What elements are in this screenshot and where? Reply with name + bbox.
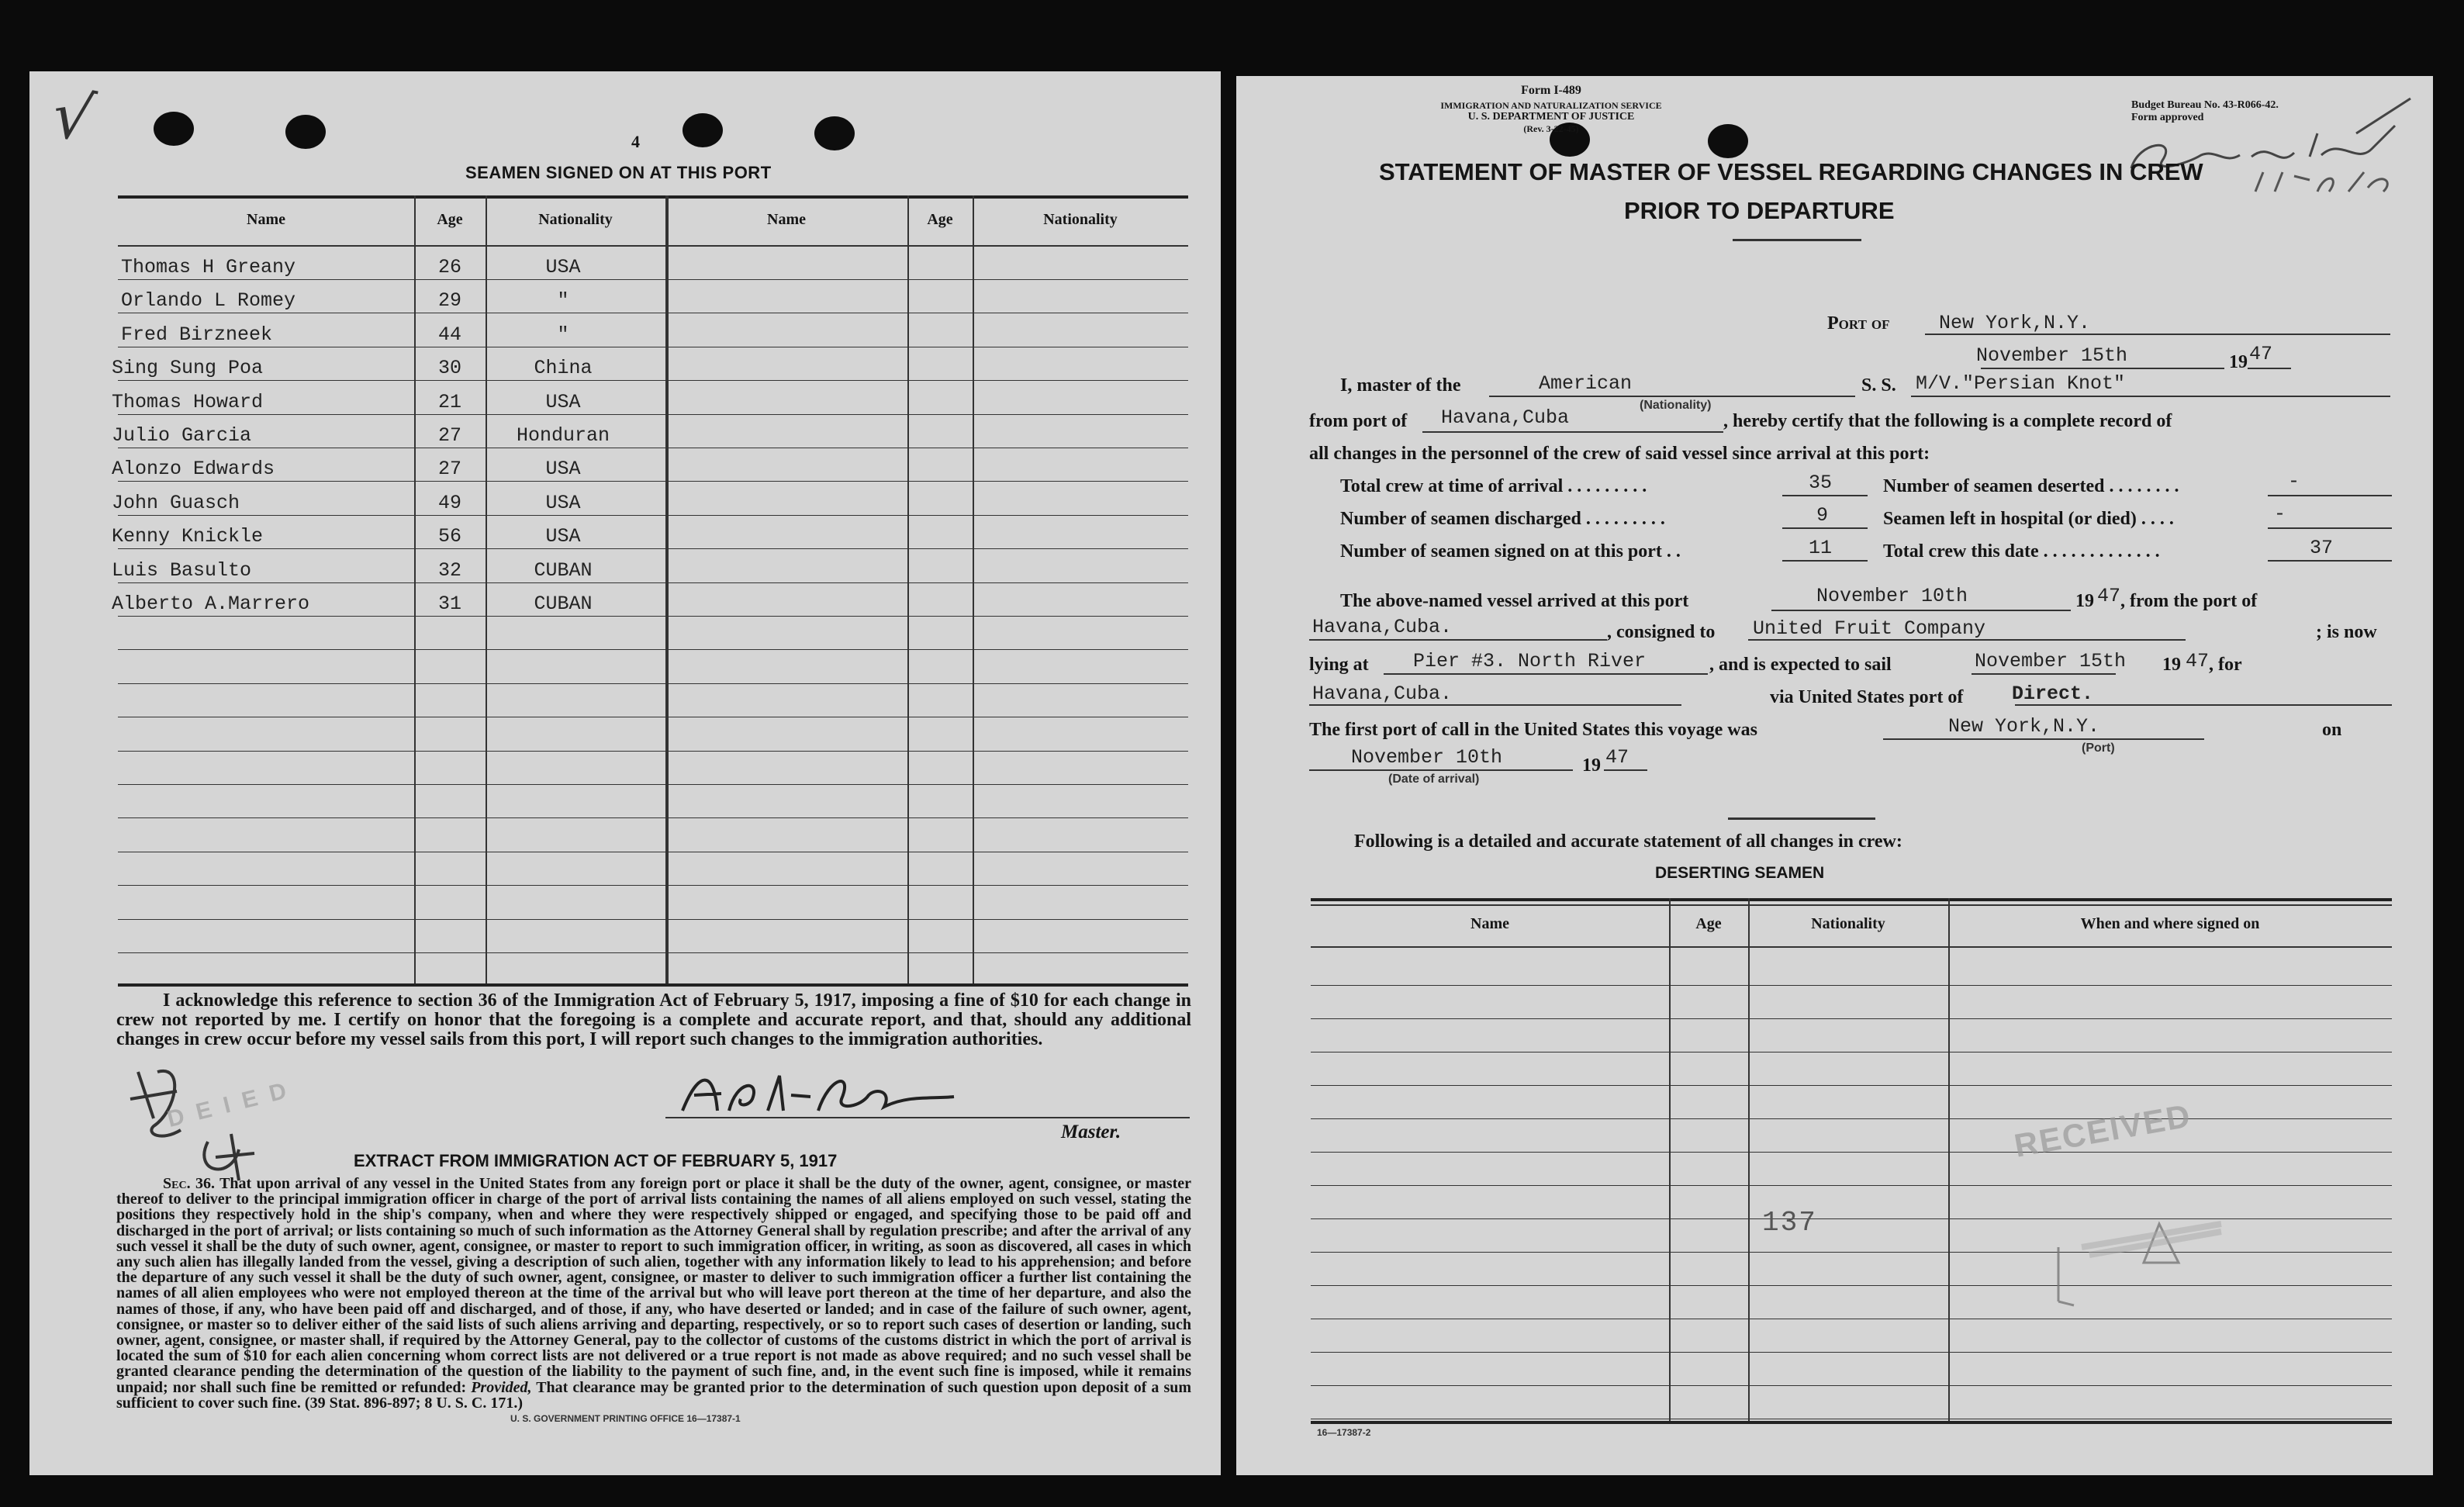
from-port-of-label: , from the port of: [2120, 591, 2258, 611]
table-row: [118, 256, 665, 284]
extract-title: EXTRACT FROM IMMIGRATION ACT OF FEBRUARY 5, 1917: [354, 1151, 838, 1170]
seaman-nationality: USA: [545, 458, 581, 480]
table-note: 137: [1762, 1207, 1817, 1239]
table-rule: [1311, 1385, 2392, 1386]
extract-lead: Sec. 36.: [163, 1175, 215, 1192]
seaman-age: 26: [437, 256, 461, 278]
deserting-title: DESERTING SEAMEN: [1655, 864, 1825, 882]
table-row: [112, 424, 665, 452]
received-stamp: RECEIVED: [2011, 1097, 2194, 1164]
hospital-value: -: [2274, 503, 2286, 525]
seaman-nationality: ": [557, 323, 569, 346]
col-header-name: Name: [767, 211, 806, 228]
seaman-nationality: CUBAN: [534, 593, 593, 615]
seaman-age: 49: [437, 492, 461, 514]
left-page: [29, 71, 1221, 1475]
extract-proviso-word: Provided,: [471, 1378, 532, 1396]
table-row: [112, 593, 665, 620]
table-rule: [1311, 1018, 2392, 1019]
seaman-name: Kenny Knickle: [112, 525, 264, 548]
table-rule: [118, 919, 1188, 920]
extract-tail: That clearance may be granted prior to the determination of such question upon deposit of a sum sufficient to cover such fine. (39 Stat. 896-897; 8 U. S. C. 171.): [116, 1378, 1192, 1412]
des-col-header-name: Name: [1470, 915, 1509, 932]
table-row: [112, 357, 665, 385]
punch-hole: [814, 116, 855, 150]
destination: Havana,Cuba.: [1312, 683, 1453, 705]
table-row: [112, 525, 665, 553]
seamen-table: [112, 195, 1188, 983]
table-rule: [1311, 985, 2392, 986]
sail-date: November 15th: [1975, 650, 2127, 672]
deserted-label: Number of seamen deserted . . . . . . . .: [1883, 476, 2179, 496]
seaman-nationality: ": [557, 289, 569, 312]
year-prefix: 19: [2229, 352, 2248, 372]
table-rule: [118, 683, 1188, 684]
port-label: Port of: [1827, 313, 1890, 334]
via-value: Direct.: [2012, 683, 2094, 705]
first-port-value: New York,N.Y.: [1948, 715, 2100, 738]
seaman-nationality: CUBAN: [534, 559, 593, 582]
agency-line2: U. S. DEPARTMENT OF JUSTICE: [1467, 111, 1635, 123]
seaman-age: 44: [437, 323, 461, 346]
table-rule: [118, 817, 1188, 818]
divider: [1728, 817, 1875, 820]
year-value: 47: [2249, 343, 2273, 365]
revision: (Rev. 3-22-45): [1523, 123, 1579, 134]
table-row: [112, 391, 665, 419]
table-rule: [118, 751, 1188, 752]
lying-at-label: lying at: [1309, 655, 1369, 675]
seaman-name: Alberto A.Marrero: [112, 593, 310, 615]
master-of-label: I, master of the: [1340, 375, 1461, 396]
des-col-header-nationality: Nationality: [1811, 915, 1885, 932]
first-port-caption: (Port): [2082, 741, 2115, 755]
following-text: Following is a detailed and accurate statement of all changes in crew:: [1354, 831, 1902, 852]
seaman-name: Julio Garcia: [112, 424, 252, 447]
year-prefix: 19: [2075, 591, 2094, 611]
port-value: New York,N.Y.: [1939, 312, 2091, 334]
col-header-age: Age: [927, 211, 953, 228]
lying-at-value: Pier #3. North River: [1413, 650, 1647, 672]
first-year: 47: [1605, 746, 1629, 769]
form-approved: Form approved: [2131, 112, 2204, 123]
signed-on-label: Number of seamen signed on at this port . .: [1340, 541, 1681, 562]
year-prefix: 19: [2162, 655, 2181, 675]
seaman-nationality: Honduran: [516, 424, 610, 447]
discharged-value: 9: [1816, 504, 1829, 527]
arrived-from: Havana,Cuba.: [1312, 616, 1453, 638]
master-signature-line: [665, 1117, 1190, 1118]
nationality-value: American: [1539, 372, 1633, 395]
certify-text: , hereby certify that the following is a complete record of: [1723, 411, 2172, 431]
date-caption: (Date of arrival): [1388, 773, 1480, 786]
seaman-nationality: USA: [545, 492, 581, 514]
des-col-header-age: Age: [1695, 915, 1722, 932]
punch-hole: [285, 115, 326, 149]
seaman-age: 32: [437, 559, 461, 582]
printer-note: U. S. GOVERNMENT PRINTING OFFICE 16—17387-1: [510, 1413, 741, 1424]
deserted-value: -: [2288, 470, 2300, 493]
signed-on-value: 11: [1809, 537, 1833, 559]
seaman-name: Sing Sung Poa: [112, 357, 264, 379]
year-prefix: 19: [1582, 755, 1601, 776]
form-title-line1: STATEMENT OF MASTER OF VESSEL REGARDING CHANGES IN CREW: [1379, 158, 2203, 185]
table-row: [112, 559, 665, 587]
title-underline: [1733, 239, 1861, 241]
agency-line1: IMMIGRATION AND NATURALIZATION SERVICE: [1440, 100, 1662, 111]
arrived-year: 47: [2097, 585, 2121, 607]
nationality-caption: (Nationality): [1640, 399, 1712, 412]
consigned-label: , consigned to: [1607, 622, 1716, 642]
seaman-age: 27: [437, 424, 461, 447]
punch-hole: [683, 113, 723, 147]
check-mark: √: [47, 78, 100, 157]
seaman-nationality: USA: [545, 525, 581, 548]
seaman-name: Luis Basulto: [112, 559, 252, 582]
stamp-mark: [2043, 1177, 2245, 1317]
seaman-name: Orlando L Romey: [121, 289, 296, 312]
section-title: SEAMEN SIGNED ON AT THIS PORT: [465, 163, 772, 182]
from-port-value: Havana,Cuba: [1441, 406, 1570, 429]
budget-bureau: Budget Bureau No. 43-R066-42.: [2131, 99, 2279, 111]
all-changes-text: all changes in the personnel of the crew of said vessel since arrival at this port:: [1309, 444, 1930, 464]
expected-label: , and is expected to sail: [1709, 655, 1892, 675]
right-page: [1236, 76, 2433, 1475]
form-title-line2: PRIOR TO DEPARTURE: [1624, 197, 1895, 224]
extract-body: [116, 1176, 1191, 1411]
arrived-date: November 10th: [1816, 585, 1968, 607]
ss-label: S. S.: [1861, 375, 1896, 396]
total-crew-value: 35: [1809, 472, 1833, 494]
vessel-name: M/V."Persian Knot": [1916, 372, 2126, 395]
seaman-name: John Guasch: [112, 492, 240, 514]
table-rule: [118, 952, 1188, 953]
table-rule: [1311, 1352, 2392, 1353]
via-label: via United States port of: [1770, 687, 1964, 707]
sail-year: 47: [2186, 650, 2210, 672]
from-port-label: from port of: [1309, 411, 1408, 431]
seaman-nationality: USA: [545, 256, 581, 278]
seaman-age: 56: [437, 525, 461, 548]
table-rule: [1311, 1152, 2392, 1153]
table-rule: [118, 784, 1188, 785]
table-rule: [118, 649, 1188, 650]
deserting-table: [1311, 898, 2392, 1421]
for-label: , for: [2209, 655, 2242, 675]
seaman-nationality: China: [534, 357, 593, 379]
table-row: [118, 289, 665, 317]
total-date-label: Total crew this date . . . . . . . . . . . . .: [1883, 541, 2160, 562]
seaman-age: 31: [437, 593, 461, 615]
extract-text: That upon arrival of any vessel in the United States from any foreign port or place it shall be the duty of the owner, agent, consignee, or master thereof to deliver to the principal immigration officer in charge of the port of arrival lists containing the names of all aliens employed on such vessel, stating the positions they respectively hold in the ship's company, when and where they were respectively shipped or engaged, and specifying those to be paid off and discharged in the port of arrival; or lists containing so much of such information as the Attorney General shall by regulation prescribe; and after the arrival of any such vessel it shall be the duty of such owner, agent, consignee, or master to report to such immigration officer, in writing, as soon as discovered, all cases in which any such alien has illegally landed from the vessel, giving a description of such alien, together with any information likely to lead to his apprehension; and before the departure of any such vessel it shall be the duty of such owner, agent, consignee, or master to deliver to such immigration officer a further list containing the names of all alien employees who were not employed thereon at the time of the arrival but who will leave port thereon at the time of her departure, and also the names of those, if any, who have been paid off and discharged, and of those, if any, who have deserted or landed; and in case of the failure of such owner, agent, consignee, or master so to deliver either of the said lists of such aliens arriving and departing, respectively, or so to report such cases of desertion or landing, such owner, agent, consignee, or master shall, if required by the Attorney General, pay to the collector of customs of the customs district in which the port of arrival is located the sum of $10 for each alien concerning whom correct lists are not delivered or a true report is not made as above required; and no such vessel shall be granted clearance pending the determination of the question of the liability to the payment of such fine, and, in the event such fine is imposed, while it remains unpaid; nor shall such fine be remitted or refunded:: [116, 1175, 1192, 1396]
col-header-nationality: Nationality: [538, 211, 613, 228]
seaman-nationality: USA: [545, 391, 581, 413]
hospital-label: Seamen left in hospital (or died) . . . .: [1883, 509, 2174, 529]
table-row: [112, 492, 665, 520]
acknowledgement-text: I acknowledge this reference to section 36 of the Immigration Act of February 5, 1917, imposing a fine of $10 for each change in crew not reported by me. I certify on honor that the foregoing is a complete and accurate report, and that, should any additional changes in crew occur before my vessel sails from this port, I will report such changes to the immigration authorities.: [116, 990, 1191, 1049]
seaman-name: Thomas H Greany: [121, 256, 296, 278]
table-rule: [1311, 1118, 2392, 1119]
consignee: United Fruit Company: [1753, 617, 1986, 640]
seaman-name: Thomas Howard: [112, 391, 264, 413]
faint-stamp: D E I E D: [164, 1077, 292, 1133]
master-label: Master.: [1061, 1122, 1121, 1142]
table-rule: [118, 885, 1188, 886]
seaman-name: Fred Birzneek: [121, 323, 273, 346]
page-number: 4: [631, 132, 640, 151]
total-date-value: 37: [2310, 537, 2334, 559]
discharged-label: Number of seamen discharged . . . . . . . . .: [1340, 509, 1665, 529]
printer-note: 16—17387-2: [1317, 1427, 1371, 1438]
first-port-label: The first port of call in the United States this voyage was: [1309, 720, 1757, 740]
date-value: November 15th: [1976, 344, 2128, 367]
seaman-age: 21: [437, 391, 461, 413]
seaman-age: 27: [437, 458, 461, 480]
punch-hole: [154, 112, 194, 146]
table-row: [112, 458, 665, 486]
is-now: ; is now: [2316, 622, 2377, 642]
col-header-nationality: Nationality: [1043, 211, 1118, 228]
total-crew-label: Total crew at time of arrival . . . . . . . . .: [1340, 476, 1647, 496]
table-row: [118, 323, 665, 351]
table-rule: [1311, 1085, 2392, 1086]
arrived-label: The above-named vessel arrived at this port: [1340, 591, 1689, 611]
first-date: November 10th: [1351, 746, 1503, 769]
form-number: Form I-489: [1521, 84, 1581, 97]
on-label: on: [2322, 720, 2342, 740]
col-header-age: Age: [437, 211, 463, 228]
des-col-header-when-where: When and where signed on: [2080, 915, 2260, 932]
col-header-name: Name: [247, 211, 285, 228]
seaman-name: Alonzo Edwards: [112, 458, 275, 480]
seaman-age: 30: [437, 357, 461, 379]
seaman-age: 29: [437, 289, 461, 312]
